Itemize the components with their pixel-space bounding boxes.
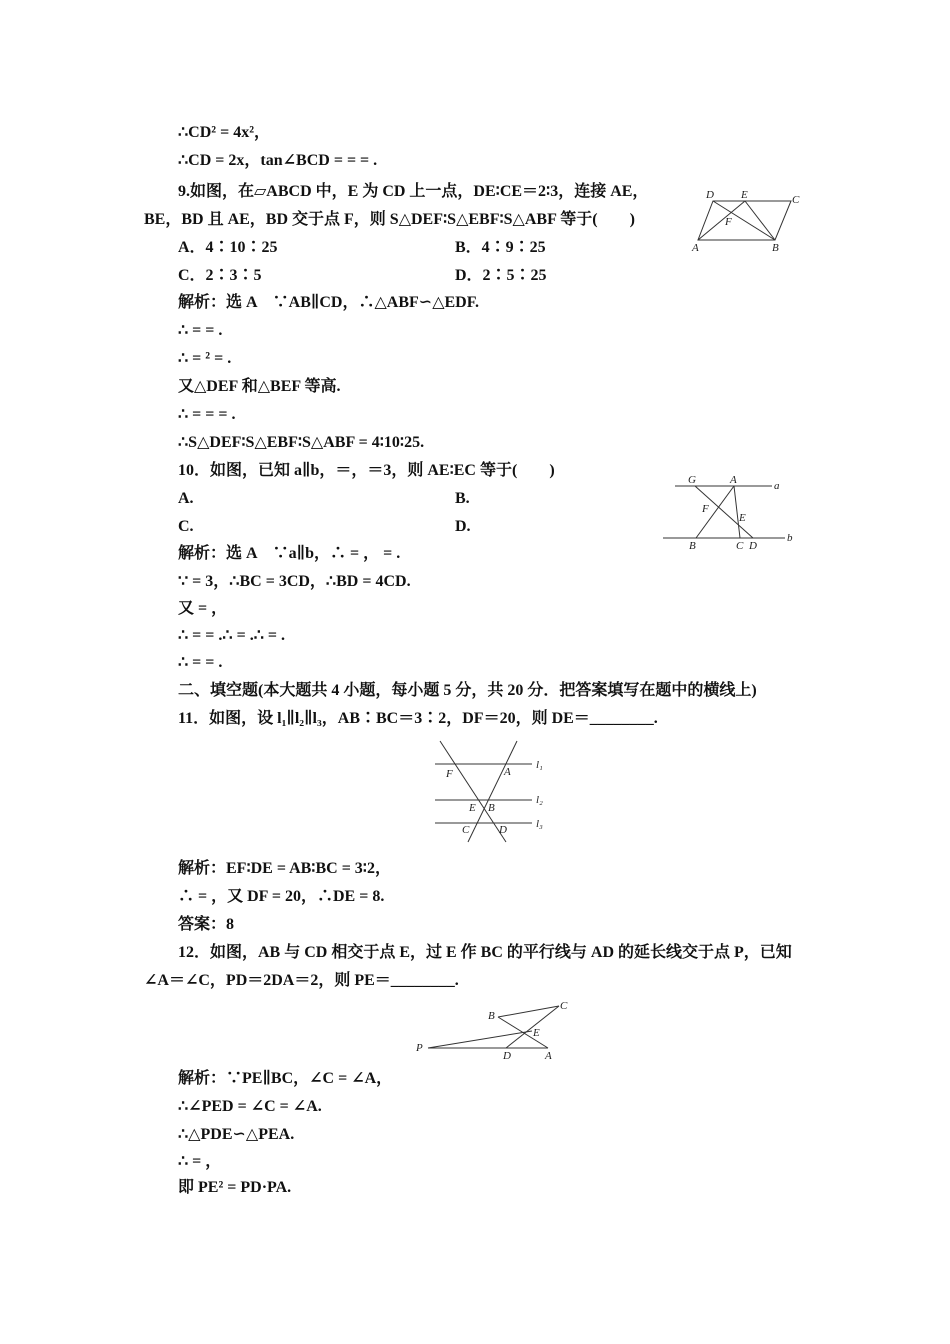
question-9-stem: BE，BD 且 AE，BD 交于点 F，则 S△DEF∶S△EBF∶S△ABF 等于( ) — [144, 211, 635, 228]
solution-line: ∴△PDE∽△PEA. — [178, 1126, 295, 1143]
label-l2: l₂ — [536, 794, 543, 806]
label-e: E — [739, 512, 746, 524]
three-parallels-figure — [430, 738, 550, 846]
solution-line: ∵ = 3，∴BC = 3CD，∴BD = 4CD. — [178, 573, 411, 590]
segment-be — [745, 201, 775, 240]
label-line-b: b — [787, 532, 793, 544]
solution-line: ∴ = = .∴ = .∴ = . — [178, 627, 286, 644]
solution-line: ∴ = = = . — [178, 406, 236, 423]
transversal-fd — [440, 741, 506, 842]
label-p: P — [416, 1042, 423, 1054]
option-d: D. — [455, 518, 471, 535]
label-a: A — [545, 1050, 552, 1062]
solution-line: 又 = ， — [178, 600, 228, 617]
parallel-lines-figure — [660, 470, 800, 552]
solution-line: 解析：∵PE∥BC，∠C = ∠A， — [178, 1070, 393, 1087]
label-d: D — [706, 189, 714, 201]
label-d: D — [499, 824, 507, 836]
label-b: B — [689, 540, 696, 552]
option-b: B. — [455, 490, 470, 507]
option-d: D．2∶5∶25 — [455, 267, 547, 284]
section-heading: 二、填空题(本大题共 4 小题，每小题 5 分，共 20 分．把答案填写在题中的横线上) — [178, 682, 757, 699]
label-b: B — [772, 242, 779, 254]
label-f: F — [446, 768, 453, 780]
intersecting-lines-figure — [410, 996, 574, 1062]
label-a: A — [692, 242, 699, 254]
label-d: D — [749, 540, 757, 552]
question-12-stem: 12．如图，AB 与 CD 相交于点 E，过 E 作 BC 的平行线与 AD 的延长线交于点 P，已知 — [178, 944, 792, 961]
solution-line: 即 PE² = PD·PA. — [178, 1179, 292, 1196]
label-b: B — [488, 1010, 495, 1022]
solution-line: ∴ = = . — [178, 322, 223, 339]
label-line-a: a — [774, 480, 780, 492]
option-a: A．4∶10∶25 — [178, 239, 278, 256]
label-c: C — [462, 824, 470, 836]
label-e: E — [533, 1027, 540, 1039]
parallelogram-figure — [688, 186, 806, 256]
label-l3: l₃ — [536, 818, 543, 830]
label-f: F — [725, 216, 732, 228]
label-a: A — [730, 474, 737, 486]
text-line: ∴CD² = 4x²， — [178, 124, 271, 141]
option-c: C. — [178, 518, 194, 535]
text-line: ∴CD = 2x，tan∠BCD = = = . — [178, 152, 378, 169]
label-b: B — [488, 802, 495, 814]
transversal-ac — [468, 741, 517, 842]
segment-bc — [498, 1006, 559, 1017]
solution-line: ∴∠PED = ∠C = ∠A. — [178, 1098, 322, 1115]
option-a: A. — [178, 490, 194, 507]
question-12-stem: ∠A＝∠C，PD＝2DA＝2，则 PE＝________. — [144, 972, 459, 989]
solution-line: ∴ = ，又 DF = 20，∴DE = 8. — [178, 888, 385, 905]
solution-line: 解析：选 A ∵a∥b，∴ = ， = . — [178, 545, 401, 562]
option-c: C．2∶3∶5 — [178, 267, 262, 284]
label-d: D — [503, 1050, 511, 1062]
question-9-stem: 9.如图，在▱ABCD 中，E 为 CD 上一点，DE∶CE＝2∶3，连接 AE， — [178, 183, 649, 200]
segment-bd — [713, 201, 775, 240]
label-c: C — [736, 540, 744, 552]
label-a: A — [504, 766, 511, 778]
label-e: E — [469, 802, 476, 814]
answer-line: 答案：8 — [178, 916, 235, 933]
solution-line: ∴ = ² = . — [178, 350, 232, 367]
label-f: F — [702, 503, 709, 515]
label-e: E — [741, 189, 748, 201]
question-10-stem: 10．如图，已知 a∥b，＝，＝3，则 AE∶EC 等于( ) — [178, 462, 555, 479]
solution-line: ∴S△DEF∶S△EBF∶S△ABF = 4∶10∶25. — [178, 434, 425, 451]
label-l1: l₁ — [536, 759, 543, 771]
option-b: B．4∶9∶25 — [455, 239, 546, 256]
label-g: G — [688, 474, 696, 486]
label-c: C — [792, 194, 800, 206]
solution-line: ∴ = ， — [178, 1153, 222, 1170]
question-11-stem: 11．如图，设 l₁∥l₂∥l₃，AB∶BC＝3∶2，DF＝20，则 DE＝________. — [178, 710, 658, 727]
solution-line: 解析：EF∶DE = AB∶BC = 3∶2， — [178, 860, 391, 877]
solution-line: 又△DEF 和△BEF 等高. — [178, 378, 341, 395]
label-c: C — [560, 1000, 568, 1012]
solution-line: ∴ = = . — [178, 654, 223, 671]
solution-line: 解析：选 A ∵AB∥CD，∴△ABF∽△EDF. — [178, 294, 480, 311]
